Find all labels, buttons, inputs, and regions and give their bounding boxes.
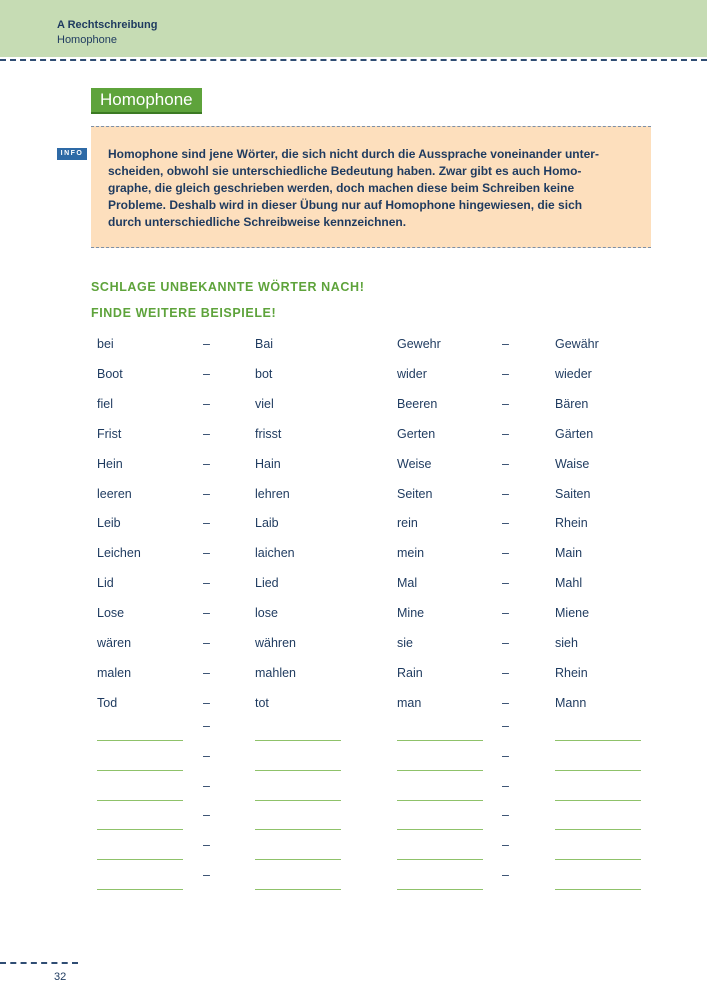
word-right: Rhein — [555, 665, 588, 680]
word-right: mahlen — [255, 665, 296, 680]
blank-answer-line[interactable] — [397, 740, 483, 741]
pair-separator: – — [502, 808, 509, 823]
pair-separator: – — [203, 426, 210, 441]
pair-separator: – — [502, 868, 509, 883]
blank-answer-line[interactable] — [397, 829, 483, 830]
pair-separator: – — [203, 576, 210, 591]
blank-answer-line[interactable] — [97, 800, 183, 801]
pair-separator: – — [203, 636, 210, 650]
pair-separator: – — [203, 808, 210, 823]
instruction-find-examples: FINDE WEITERE BEISPIELE! — [91, 306, 277, 320]
word-left: Gewehr — [397, 337, 441, 351]
word-right: sieh — [555, 636, 578, 650]
blank-answer-line[interactable] — [255, 740, 341, 741]
word-left: leeren — [97, 486, 132, 501]
info-box — [91, 126, 651, 248]
word-left: fiel — [97, 396, 113, 411]
pair-separator: – — [203, 516, 210, 531]
pair-separator: – — [203, 665, 210, 680]
word-right: Mann — [555, 695, 587, 710]
pair-separator: – — [502, 695, 509, 710]
blank-answer-line[interactable] — [555, 889, 641, 890]
pair-separator: – — [502, 516, 509, 531]
blank-answer-line[interactable] — [97, 829, 183, 830]
word-right: Saiten — [555, 486, 591, 501]
word-left: Lid — [97, 576, 114, 591]
pair-separator: – — [502, 778, 509, 793]
word-right: Bären — [555, 396, 589, 411]
pair-separator: – — [502, 748, 509, 763]
pair-separator: – — [203, 778, 210, 793]
page-title: Homophone — [91, 88, 202, 114]
pair-separator: – — [502, 396, 509, 411]
pair-separator: – — [502, 426, 509, 441]
blank-answer-line[interactable] — [397, 770, 483, 771]
info-line: Homophone sind jene Wörter, die sich nicht durch die Aussprache voneinander unter- — [108, 147, 599, 161]
pair-separator: – — [502, 546, 509, 561]
pair-separator: – — [203, 337, 210, 351]
pair-separator: – — [203, 366, 210, 381]
blank-answer-line[interactable] — [555, 740, 641, 741]
pair-separator: – — [203, 838, 210, 853]
word-right: lehren — [255, 486, 290, 501]
word-left: mein — [397, 546, 425, 561]
blank-answer-line[interactable] — [555, 770, 641, 771]
word-left: Leichen — [97, 546, 141, 561]
word-left: Boot — [97, 366, 123, 381]
header-divider — [0, 59, 707, 61]
pair-separator: – — [203, 748, 210, 763]
pair-separator: – — [203, 606, 210, 621]
page-number: 32 — [54, 971, 67, 983]
word-right: Hain — [255, 456, 281, 471]
blank-answer-line[interactable] — [97, 770, 183, 771]
word-right: wieder — [555, 366, 592, 381]
word-right: tot — [255, 695, 269, 710]
word-right: Waise — [555, 456, 590, 471]
pair-separator: – — [203, 718, 210, 733]
instruction-look-up: SCHLAGE UNBEKANNTE WÖRTER NACH! — [91, 280, 365, 294]
blank-answer-line[interactable] — [397, 859, 483, 860]
pair-separator: – — [203, 546, 210, 561]
blank-answer-line[interactable] — [97, 859, 183, 860]
info-line: graphe, die gleich geschrieben werden, doch machen diese beim Schreiben keine — [108, 181, 575, 195]
pair-separator: – — [203, 456, 210, 471]
info-line: scheiden, obwohl sie unterschiedliche Bedeutung haben. Zwar gibt es auch Homo- — [108, 164, 582, 178]
pair-separator: – — [502, 366, 509, 381]
word-left: Lose — [97, 606, 125, 621]
blank-answer-line[interactable] — [255, 800, 341, 801]
pair-separator: – — [502, 337, 509, 351]
blank-answer-line[interactable] — [397, 800, 483, 801]
blank-answer-line[interactable] — [255, 889, 341, 890]
word-right: Miene — [555, 606, 590, 621]
word-left: Tod — [97, 695, 118, 710]
word-left: Mine — [397, 606, 425, 621]
subchapter-title: Homophone — [57, 34, 117, 46]
word-right: Rhein — [555, 516, 588, 531]
blank-answer-line[interactable] — [255, 770, 341, 771]
word-right: lose — [255, 606, 278, 621]
pair-separator: – — [203, 868, 210, 883]
word-left: man — [397, 695, 422, 710]
footer-divider — [0, 962, 78, 964]
blank-answer-line[interactable] — [97, 889, 183, 890]
info-badge: INFO — [57, 148, 87, 160]
word-left: rein — [397, 516, 418, 531]
word-left: sie — [397, 636, 413, 650]
pair-separator: – — [502, 456, 509, 471]
word-right: Mahl — [555, 576, 583, 591]
blank-answer-line[interactable] — [255, 829, 341, 830]
word-right: viel — [255, 396, 274, 411]
blank-answer-line[interactable] — [555, 859, 641, 860]
chapter-title: A Rechtschreibung — [57, 19, 158, 31]
pair-separator: – — [502, 838, 509, 853]
pair-separator: – — [502, 718, 509, 733]
blank-answer-line[interactable] — [255, 859, 341, 860]
word-right: Lied — [255, 576, 279, 591]
info-text — [108, 146, 638, 231]
word-right: bot — [255, 366, 273, 381]
word-right: frisst — [255, 426, 282, 441]
word-left: Gerten — [397, 426, 436, 441]
word-right: Gärten — [555, 426, 594, 441]
word-right: laichen — [255, 546, 295, 561]
pair-separator: – — [502, 606, 509, 621]
word-left: Beeren — [397, 396, 438, 411]
blank-answer-line[interactable] — [97, 740, 183, 741]
pair-separator: – — [203, 695, 210, 710]
word-left: bei — [97, 337, 114, 351]
info-line: durch unterschiedliche Schreibweise kennzeichnen. — [108, 215, 407, 229]
word-left: Mal — [397, 576, 418, 591]
blank-answer-line[interactable] — [555, 800, 641, 801]
word-right: Bai — [255, 337, 274, 351]
info-line: Probleme. Deshalb wird in dieser Übung nur auf Homophone hingewiesen, die sich — [108, 198, 583, 212]
word-left: Weise — [397, 456, 432, 471]
word-left: wider — [397, 366, 427, 381]
blank-answer-line[interactable] — [555, 829, 641, 830]
word-right: Main — [555, 546, 583, 561]
word-left: Rain — [397, 665, 423, 680]
word-left: Leib — [97, 516, 121, 531]
word-right: währen — [255, 636, 296, 650]
word-right: Laib — [255, 516, 279, 531]
word-left: Seiten — [397, 486, 433, 501]
pair-separator: – — [203, 486, 210, 501]
word-left: Frist — [97, 426, 122, 441]
word-left: malen — [97, 665, 132, 680]
pair-separator: – — [203, 396, 210, 411]
pair-separator: – — [502, 576, 509, 591]
blank-answer-line[interactable] — [397, 889, 483, 890]
word-left: wären — [97, 636, 132, 650]
word-left: Hein — [97, 456, 123, 471]
pair-separator: – — [502, 636, 509, 650]
pair-separator: – — [502, 665, 509, 680]
pair-separator: – — [502, 486, 509, 501]
word-right: Gewähr — [555, 337, 599, 351]
